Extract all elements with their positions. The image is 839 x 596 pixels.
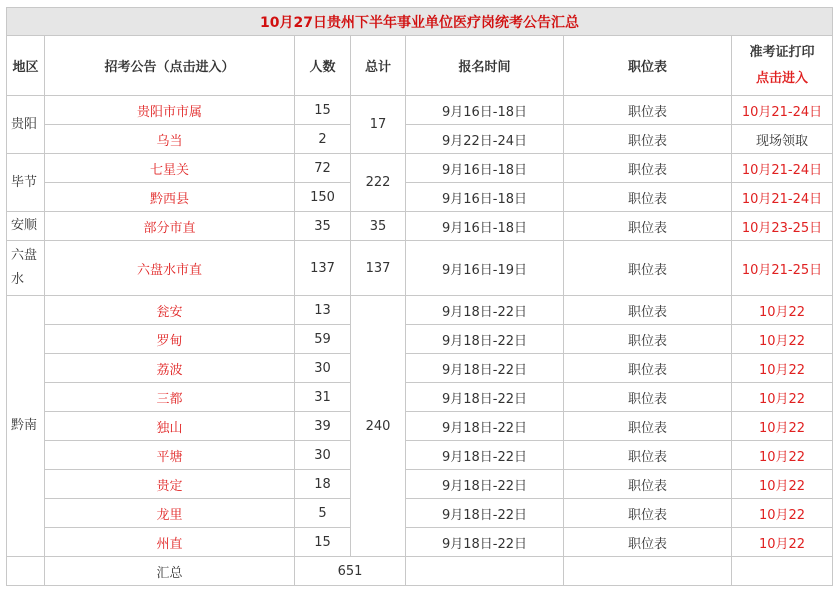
positions-link[interactable]: 职位表 — [564, 96, 732, 125]
positions-link[interactable]: 职位表 — [564, 212, 732, 241]
header-total: 总计 — [351, 36, 406, 96]
positions-link[interactable]: 职位表 — [564, 354, 732, 383]
notice-link[interactable]: 龙里 — [45, 499, 295, 528]
notice-link[interactable]: 六盘水市直 — [45, 241, 295, 296]
count-cell: 31 — [295, 383, 351, 412]
summary-empty-cell — [406, 557, 564, 586]
count-cell: 39 — [295, 412, 351, 441]
notice-link[interactable]: 瓮安 — [45, 296, 295, 325]
ticket-cell[interactable]: 10月22 — [732, 528, 833, 557]
table-row — [7, 499, 833, 528]
summary-empty-cell — [732, 557, 833, 586]
ticket-cell[interactable]: 10月21-24日 — [732, 183, 833, 212]
header-reg-time: 报名时间 — [406, 36, 564, 96]
table-row — [7, 183, 833, 212]
notice-link[interactable]: 荔波 — [45, 354, 295, 383]
positions-link[interactable]: 职位表 — [564, 183, 732, 212]
reg-time-cell: 9月18日-22日 — [406, 412, 564, 441]
region-cell: 黔南 — [7, 296, 45, 557]
positions-link[interactable]: 职位表 — [564, 325, 732, 354]
header-ticket — [732, 36, 833, 96]
positions-link[interactable]: 职位表 — [564, 241, 732, 296]
reg-time-cell: 9月16日-19日 — [406, 241, 564, 296]
ticket-cell[interactable]: 10月22 — [732, 383, 833, 412]
region-cell: 安顺 — [7, 212, 45, 241]
positions-link[interactable]: 职位表 — [564, 412, 732, 441]
count-cell: 2 — [295, 125, 351, 154]
notice-link[interactable]: 独山 — [45, 412, 295, 441]
ticket-cell[interactable]: 10月22 — [732, 296, 833, 325]
notice-link[interactable]: 罗甸 — [45, 325, 295, 354]
positions-link[interactable]: 职位表 — [564, 470, 732, 499]
notice-link[interactable]: 黔西县 — [45, 183, 295, 212]
table-row — [7, 125, 833, 154]
count-cell: 137 — [295, 241, 351, 296]
reg-time-cell: 9月18日-22日 — [406, 499, 564, 528]
positions-link[interactable]: 职位表 — [564, 383, 732, 412]
count-cell: 18 — [295, 470, 351, 499]
notice-link[interactable]: 州直 — [45, 528, 295, 557]
total-cell: 222 — [351, 154, 406, 212]
reg-time-cell: 9月16日-18日 — [406, 154, 564, 183]
table-row — [7, 383, 833, 412]
positions-link[interactable]: 职位表 — [564, 441, 732, 470]
count-cell: 15 — [295, 96, 351, 125]
summary-row — [7, 557, 833, 586]
ticket-cell[interactable]: 10月22 — [732, 325, 833, 354]
header-region: 地区 — [7, 36, 45, 96]
table-row — [7, 528, 833, 557]
table-row — [7, 441, 833, 470]
total-cell: 17 — [351, 96, 406, 154]
header-count: 人数 — [295, 36, 351, 96]
notice-link[interactable]: 平塘 — [45, 441, 295, 470]
region-cell: 六盘水 — [7, 241, 45, 296]
notice-link[interactable]: 乌当 — [45, 125, 295, 154]
count-cell: 72 — [295, 154, 351, 183]
exam-summary-table — [6, 7, 833, 586]
notice-link[interactable]: 七星关 — [45, 154, 295, 183]
positions-link[interactable]: 职位表 — [564, 499, 732, 528]
count-cell: 13 — [295, 296, 351, 325]
reg-time-cell: 9月16日-18日 — [406, 212, 564, 241]
ticket-cell[interactable]: 10月22 — [732, 470, 833, 499]
ticket-cell[interactable]: 10月21-25日 — [732, 241, 833, 296]
region-cell: 贵阳 — [7, 96, 45, 154]
header-positions: 职位表 — [564, 36, 732, 96]
count-cell: 5 — [295, 499, 351, 528]
positions-link[interactable]: 职位表 — [564, 296, 732, 325]
ticket-cell[interactable]: 10月22 — [732, 499, 833, 528]
reg-time-cell: 9月18日-22日 — [406, 383, 564, 412]
header-notice: 招考公告（点击进入） — [45, 36, 295, 96]
reg-time-cell: 9月18日-22日 — [406, 441, 564, 470]
table-row — [7, 241, 833, 296]
table-row — [7, 154, 833, 183]
total-cell: 240 — [351, 296, 406, 557]
table-title: 10月27日贵州下半年事业单位医疗岗统考公告汇总 — [7, 8, 833, 36]
table-row — [7, 470, 833, 499]
reg-time-cell: 9月16日-18日 — [406, 183, 564, 212]
positions-link[interactable]: 职位表 — [564, 528, 732, 557]
count-cell: 15 — [295, 528, 351, 557]
ticket-entry-link[interactable]: 点击进入 — [755, 70, 808, 86]
positions-link[interactable]: 职位表 — [564, 154, 732, 183]
count-cell: 30 — [295, 354, 351, 383]
table-row — [7, 212, 833, 241]
reg-time-cell: 9月18日-22日 — [406, 296, 564, 325]
summary-empty-cell — [564, 557, 732, 586]
notice-link[interactable]: 贵阳市市属 — [45, 96, 295, 125]
ticket-cell[interactable]: 10月22 — [732, 354, 833, 383]
table-row — [7, 96, 833, 125]
notice-link[interactable]: 三都 — [45, 383, 295, 412]
header-ticket-label: 准考证打印 — [749, 44, 815, 60]
count-cell: 150 — [295, 183, 351, 212]
reg-time-cell: 9月18日-22日 — [406, 528, 564, 557]
notice-link[interactable]: 贵定 — [45, 470, 295, 499]
reg-time-cell: 9月16日-18日 — [406, 96, 564, 125]
header-row — [7, 36, 833, 96]
count-cell: 59 — [295, 325, 351, 354]
positions-link[interactable]: 职位表 — [564, 125, 732, 154]
count-cell: 30 — [295, 441, 351, 470]
ticket-cell[interactable]: 10月22 — [732, 412, 833, 441]
table-row — [7, 325, 833, 354]
table-row — [7, 412, 833, 441]
summary-label: 汇总 — [45, 557, 295, 586]
ticket-cell[interactable]: 10月23-25日 — [732, 212, 833, 241]
count-cell: 35 — [295, 212, 351, 241]
total-cell: 137 — [351, 241, 406, 296]
reg-time-cell: 9月22日-24日 — [406, 125, 564, 154]
ticket-cell: 现场领取 — [732, 125, 833, 154]
summary-value: 651 — [295, 557, 406, 586]
region-cell: 毕节 — [7, 154, 45, 212]
total-cell: 35 — [351, 212, 406, 241]
summary-empty-cell — [7, 557, 45, 586]
reg-time-cell: 9月18日-22日 — [406, 325, 564, 354]
reg-time-cell: 9月18日-22日 — [406, 470, 564, 499]
ticket-cell[interactable]: 10月22 — [732, 441, 833, 470]
reg-time-cell: 9月18日-22日 — [406, 354, 564, 383]
notice-link[interactable]: 部分市直 — [45, 212, 295, 241]
ticket-cell[interactable]: 10月21-24日 — [732, 96, 833, 125]
table-row — [7, 354, 833, 383]
ticket-cell[interactable]: 10月21-24日 — [732, 154, 833, 183]
table-row — [7, 296, 833, 325]
